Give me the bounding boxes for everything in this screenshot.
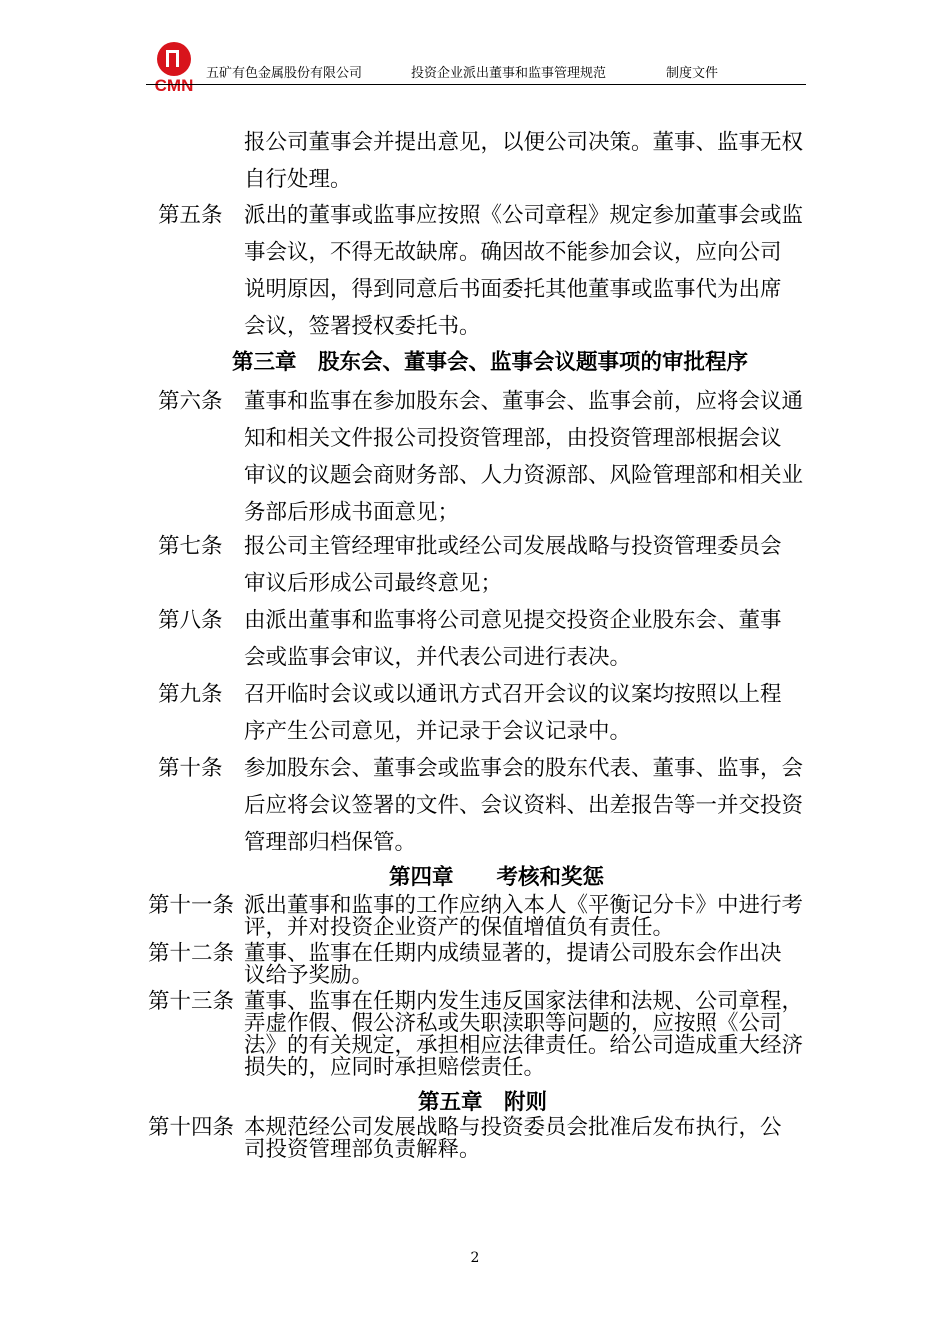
text-line: 议给予奖励。: [244, 963, 374, 988]
logo-text: CMN: [154, 76, 194, 94]
text-line: 务部后形成书面意见；: [244, 500, 460, 525]
chapter-3-heading: 第三章 股东会、董事会、监事会议题事项的审批程序: [232, 350, 749, 375]
text-line: 派出董事和监事的工作应纳入本人《平衡记分卡》中进行考: [244, 893, 804, 918]
article-label: 第十一条: [148, 893, 235, 918]
text-line: 本规范经公司发展战略与投资委员会批准后发布执行，公: [244, 1115, 782, 1140]
text-line: 损失的，应同时承担赔偿责任。: [244, 1055, 546, 1080]
text-line: 报公司主管经理审批或经公司发展战略与投资管理委员会: [244, 534, 782, 559]
text-line: 弄虚作假、假公济私或失职渎职等问题的，应按照《公司: [244, 1011, 782, 1036]
text-line: 董事、监事在任期内成绩显著的，提请公司股东会作出决: [244, 941, 782, 966]
text-line: 报公司董事会并提出意见，以便公司决策。董事、监事无权: [244, 130, 804, 155]
text-line: 审议后形成公司最终意见；: [244, 571, 503, 596]
text-line: 会议，签署授权委托书。: [244, 314, 481, 339]
header-doc-type: 制度文件: [666, 66, 719, 81]
text-line: 召开临时会议或以通讯方式召开会议的议案均按照以上程: [244, 682, 782, 707]
text-line: 司投资管理部负责解释。: [244, 1137, 481, 1162]
cmn-logo: [146, 38, 202, 94]
text-line: 董事和监事在参加股东会、董事会、监事会前，应将会议通: [244, 389, 804, 414]
article-label: 第九条: [158, 682, 223, 707]
article-label: 第六条: [158, 389, 223, 414]
text-line: 法》的有关规定，承担相应法律责任。给公司造成重大经济: [244, 1033, 804, 1058]
header-company: 五矿有色金属股份有限公司: [206, 66, 363, 81]
text-line: 自行处理。: [244, 167, 352, 192]
text-line: 由派出董事和监事将公司意见提交投资企业股东会、董事: [244, 608, 782, 633]
text-line: 会或监事会审议，并代表公司进行表决。: [244, 645, 632, 670]
article-label: 第五条: [158, 203, 223, 228]
text-line: 参加股东会、董事会或监事会的股东代表、董事、监事，会: [244, 756, 804, 781]
header-rule: [146, 84, 806, 85]
text-line: 后应将会议签署的文件、会议资料、出差报告等一并交投资: [244, 793, 804, 818]
text-line: 董事、监事在任期内发生违反国家法律和法规、公司章程，: [244, 989, 804, 1014]
text-line: 派出的董事或监事应按照《公司章程》规定参加董事会或监: [244, 203, 804, 228]
text-line: 事会议，不得无故缺席。确因故不能参加会议，应向公司: [244, 240, 782, 265]
text-line: 评，并对投资企业资产的保值增值负有责任。: [244, 915, 675, 940]
text-line: 管理部归档保管。: [244, 830, 417, 855]
text-line: 说明原因，得到同意后书面委托其他董事或监事代为出席: [244, 277, 782, 302]
text-line: 知和相关文件报公司投资管理部，由投资管理部根据会议: [244, 426, 782, 451]
page-number: 2: [470, 1250, 480, 1266]
article-label: 第十条: [158, 756, 223, 781]
chapter-5-heading: 第五章 附则: [418, 1090, 548, 1115]
text-line: 序产生公司意见，并记录于会议记录中。: [244, 719, 632, 744]
article-label: 第十四条: [148, 1115, 235, 1140]
article-label: 第八条: [158, 608, 223, 633]
chapter-4-heading: 第四章 考核和奖惩: [389, 865, 605, 890]
header-doc-title: 投资企业派出董事和监事管理规范: [411, 66, 607, 81]
article-label: 第七条: [158, 534, 223, 559]
article-label: 第十三条: [148, 989, 235, 1014]
text-line: 审议的议题会商财务部、人力资源部、风险管理部和相关业: [244, 463, 804, 488]
article-label: 第十二条: [148, 941, 235, 966]
